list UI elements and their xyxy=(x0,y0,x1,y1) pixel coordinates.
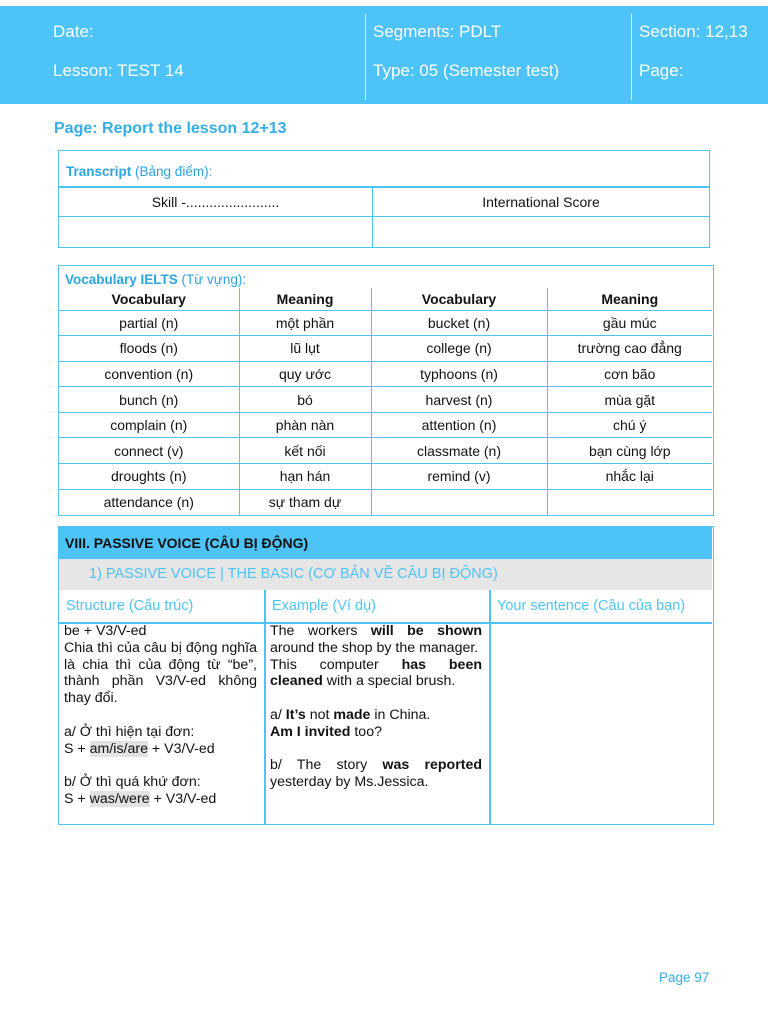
vocabulary-header-row xyxy=(59,288,712,310)
table-cell: kết nối xyxy=(239,438,371,464)
structure-formula: be + V3/V-ed xyxy=(64,623,147,639)
page-field-label: Page: xyxy=(639,61,684,80)
international-score-header: International Score xyxy=(482,194,600,210)
example-sentence: Am I invited too? xyxy=(270,723,382,740)
lesson-label: Lesson: TEST 14 xyxy=(53,61,184,80)
example-sentence: This computer has been cleaned with a special brush. xyxy=(270,656,482,690)
table-cell: harvest (n) xyxy=(371,387,547,413)
your-sentence-column-header: Your sentence (Câu của bạn) xyxy=(497,598,686,614)
past-simple-formula: S + was/were + V3/V-ed xyxy=(64,790,217,807)
table-row xyxy=(59,387,712,413)
table-row xyxy=(59,489,712,515)
score-value-cell xyxy=(373,217,709,247)
passive-voice-section xyxy=(58,526,714,825)
highlighted-auxiliary: was/were xyxy=(89,790,150,807)
vocabulary-label: Vocabulary IELTS (Từ vựng): xyxy=(65,272,247,287)
structure-explanation: Chia thì của câu bị động nghĩa là chia thì của động từ “be”, thành phần V3/V-ed không thay đổi. xyxy=(64,639,257,707)
table-cell: classmate (n) xyxy=(371,438,547,464)
table-cell xyxy=(371,489,547,515)
table-cell: convention (n) xyxy=(59,361,239,387)
table-cell xyxy=(547,489,712,515)
section-heading-bar xyxy=(59,527,712,559)
vocabulary-column-header: Vocabulary xyxy=(59,288,239,310)
vocabulary-column-header: Vocabulary xyxy=(371,288,547,310)
section-heading: VIII. PASSIVE VOICE (CÂU BỊ ĐỘNG) xyxy=(65,535,309,551)
table-row xyxy=(59,336,712,362)
table-row xyxy=(59,361,712,387)
table-cell: typhoons (n) xyxy=(371,361,547,387)
page-title: Page: Report the lesson 12+13 xyxy=(54,120,287,137)
table-cell: lũ lụt xyxy=(239,336,371,362)
example-sentence: b/ The story was reported yesterday by Ms.Jessica. xyxy=(270,757,483,791)
header-divider xyxy=(631,14,632,100)
transcript-divider xyxy=(59,186,709,188)
example-cell xyxy=(270,623,482,791)
example-column-header: Example (Ví dụ) xyxy=(272,598,376,614)
vocabulary-table xyxy=(59,288,712,515)
skill-header: Skill -........................ xyxy=(151,194,280,210)
structure-cell xyxy=(64,623,257,808)
table-cell: một phần xyxy=(239,310,371,336)
date-label: Date: xyxy=(53,22,94,41)
table-cell: bunch (n) xyxy=(59,387,239,413)
present-simple-formula: S + am/is/are + V3/V-ed xyxy=(64,740,215,757)
table-cell: college (n) xyxy=(371,336,547,362)
column-divider xyxy=(264,590,266,824)
table-row xyxy=(59,310,712,336)
subsection-bar xyxy=(59,559,712,590)
table-cell: complain (n) xyxy=(59,412,239,438)
table-cell: hạn hán xyxy=(239,464,371,490)
your-sentence-cell[interactable] xyxy=(491,623,711,823)
table-cell: floods (n) xyxy=(59,336,239,362)
table-cell: bạn cùng lớp xyxy=(547,438,712,464)
vocabulary-box xyxy=(58,265,714,516)
table-row xyxy=(59,412,712,438)
type-label: Type: 05 (Semester test) xyxy=(373,61,560,80)
table-cell: attendance (n) xyxy=(59,489,239,515)
highlighted-auxiliary: am/is/are xyxy=(89,740,148,757)
table-cell: chú ý xyxy=(547,412,712,438)
table-cell: partial (n) xyxy=(59,310,239,336)
header-divider xyxy=(365,14,366,100)
past-simple-label: b/ Ở thì quá khứ đơn: xyxy=(64,774,201,791)
transcript-box xyxy=(58,150,710,248)
section-label: Section: 12,13 xyxy=(639,22,748,41)
present-simple-label: a/ Ở thì hiện tại đơn: xyxy=(64,723,195,740)
skill-value-cell xyxy=(59,217,372,247)
table-cell: cơn bão xyxy=(547,361,712,387)
table-cell: nhắc lại xyxy=(547,464,712,490)
segments-label: Segments: PDLT xyxy=(373,22,502,41)
table-cell: connect (v) xyxy=(59,438,239,464)
table-cell: quy ước xyxy=(239,361,371,387)
table-cell: trường cao đẳng xyxy=(547,336,712,362)
table-cell: phàn nàn xyxy=(239,412,371,438)
table-cell: sự tham dự xyxy=(239,489,371,515)
table-cell: bucket (n) xyxy=(371,310,547,336)
table-cell: remind (v) xyxy=(371,464,547,490)
table-cell: attention (n) xyxy=(371,412,547,438)
example-sentence: The workers will be shown around the shop by the manager. xyxy=(270,623,482,656)
structure-column-header: Structure (Cấu trúc) xyxy=(66,598,194,614)
page-number: Page 97 xyxy=(659,970,710,985)
table-row xyxy=(59,464,712,490)
meaning-column-header: Meaning xyxy=(239,288,371,310)
table-cell: bó xyxy=(239,387,371,413)
table-row xyxy=(59,438,712,464)
table-cell: gầu múc xyxy=(547,310,712,336)
example-sentence: a/ It’s not made in China. xyxy=(270,706,431,723)
table-cell: droughts (n) xyxy=(59,464,239,490)
transcript-label: Transcript (Bảng điểm): xyxy=(66,164,213,179)
meaning-column-header: Meaning xyxy=(547,288,712,310)
subsection-heading: 1) PASSIVE VOICE | THE BASIC (CƠ BẢN VỀ CÂU BỊ ĐỘNG) xyxy=(89,566,498,582)
page-header xyxy=(0,6,768,104)
table-cell: mùa gặt xyxy=(547,387,712,413)
